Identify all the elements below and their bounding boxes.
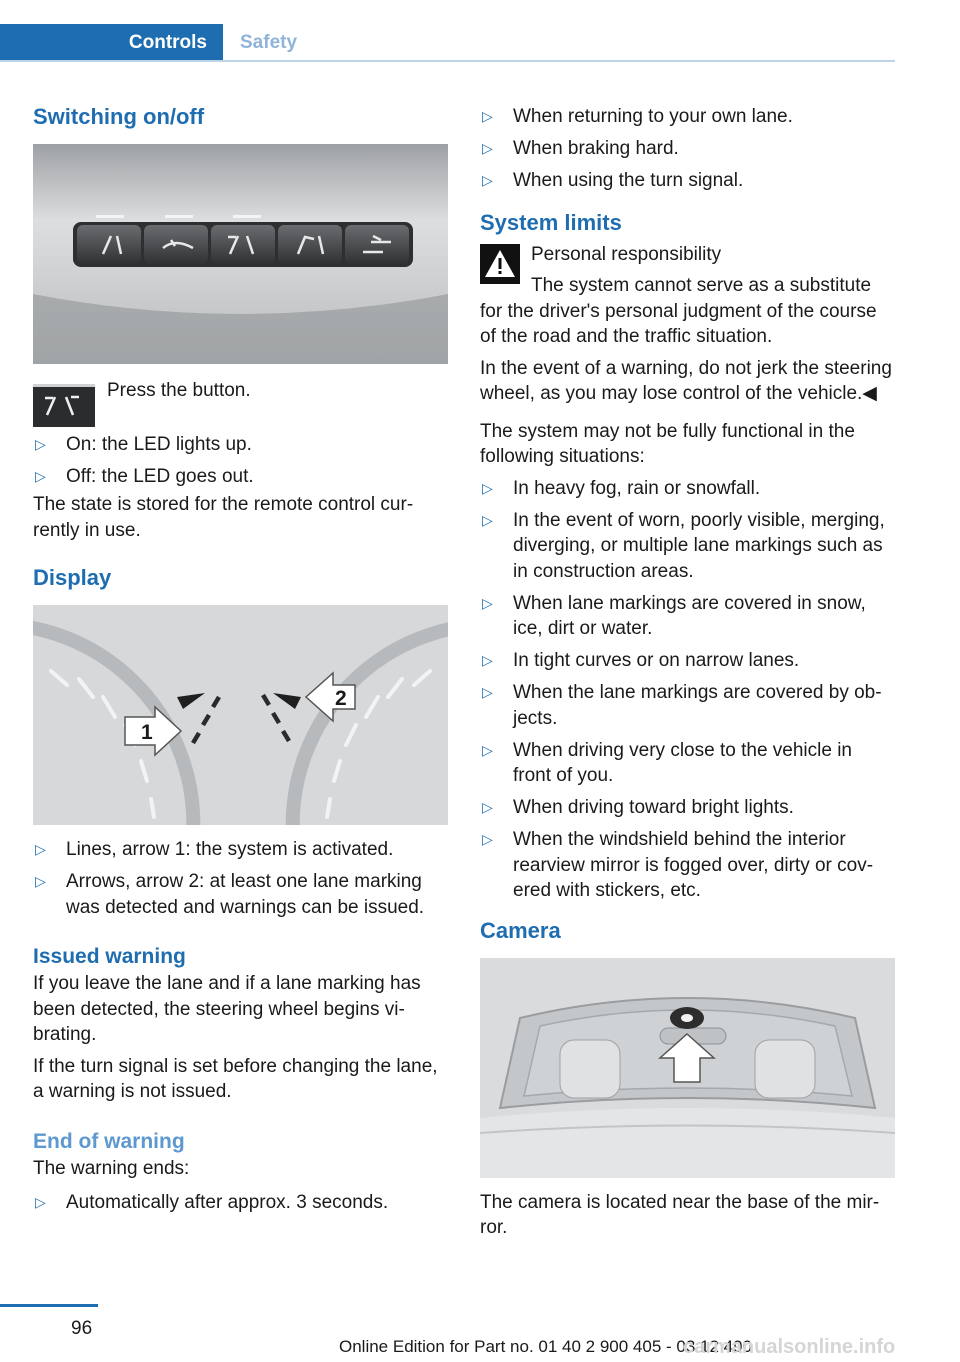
tab-controls[interactable]: Controls [0, 24, 223, 62]
end-list [33, 1190, 448, 1216]
left-column [33, 104, 448, 1222]
display-illustration [33, 605, 448, 825]
figure-display [33, 605, 448, 825]
callout-1: 1 [141, 721, 153, 744]
callout-2: 2 [335, 687, 347, 710]
list-item: ▷ In tight curves or on narrow lanes. [480, 648, 895, 674]
triangle-right-icon: ▷ [482, 140, 493, 156]
figure-button-panel [33, 144, 448, 364]
heading-display: Display [33, 565, 112, 590]
list-item: ▷ When returning to your own lane. [480, 104, 895, 130]
triangle-right-icon: ▷ [482, 799, 493, 815]
display-list [33, 837, 448, 920]
watermark: carmanualsonline.info [683, 1336, 896, 1358]
triangle-right-icon: ▷ [482, 172, 493, 188]
triangle-right-icon: ▷ [482, 594, 493, 611]
list-item: ▷ Lines, arrow 1: the system is activated. [33, 837, 448, 863]
list-item: ▷ When driving toward bright lights. [480, 795, 895, 821]
footer-divider [0, 1304, 98, 1307]
camera-illustration [480, 958, 895, 1178]
figure-camera [480, 958, 895, 1178]
camera-text: The camera is located near the base of the mir-ror. [480, 1191, 880, 1238]
list-item: ▷ When driving very close to the vehicle in front of you. [482, 739, 852, 786]
triangle-right-icon: ▷ [482, 108, 493, 124]
press-text: Press the button. [107, 380, 251, 401]
press-row [33, 380, 448, 426]
list-item: ▷ When the windshield behind the interior rearview mirror is fogged over, dirty or cov-ered with stickers, etc. [482, 829, 874, 901]
right-column [480, 104, 895, 1241]
warning-triangle-icon [480, 244, 520, 284]
header-tabs [0, 24, 895, 62]
issued-para-1: If you leave the lane and if a lane marking has been detected, the steering wheel begins vi-brating. [33, 973, 421, 1045]
end-list-continued [480, 104, 895, 194]
page-number: 96 [71, 1318, 93, 1339]
warning-rest: for the driver's personal judgment of the course of the road and the traffic situation. [480, 300, 877, 347]
limits-list [480, 476, 895, 904]
button-panel-illustration [33, 144, 448, 364]
triangle-right-icon: ▷ [482, 741, 493, 758]
triangle-right-icon: ▷ [35, 841, 46, 857]
triangle-right-icon: ▷ [482, 652, 493, 668]
list-item: ▷ In heavy fog, rain or snowfall. [480, 476, 895, 502]
triangle-right-icon: ▷ [482, 684, 493, 700]
list-item: ▷ Arrows, arrow 2: at least one lane marking was detected and warnings can be issued. [35, 871, 425, 918]
triangle-right-icon: ▷ [482, 831, 493, 847]
state-text: The state is stored for the remote control cur-rently in use. [33, 494, 414, 541]
warning-para-2: In the event of a warning, do not jerk the steering wheel, as you may lose control of the vehicle.◀ [480, 357, 892, 404]
issued-para-2: If the turn signal is set before changing the lane, a warning is not issued. [33, 1055, 438, 1102]
list-item: ▷ Automatically after approx. 3 seconds. [33, 1190, 448, 1216]
heading-end-of-warning: End of warning [33, 1129, 185, 1153]
limits-intro: The system may not be fully functional in the following situations: [480, 420, 855, 467]
lane-button-icon [33, 384, 95, 427]
list-item: ▷ When the lane markings are covered by ob-jects. [482, 682, 882, 729]
triangle-right-icon: ▷ [482, 479, 493, 496]
switch-list [33, 432, 448, 490]
triangle-right-icon: ▷ [35, 1194, 46, 1210]
list-item: ▷ In the event of worn, poorly visible, merging, diverging, or multiple lane markings such as in construction areas. [482, 509, 885, 582]
header-divider [0, 60, 895, 62]
end-para: The warning ends: [33, 1157, 190, 1179]
triangle-right-icon: ▷ [35, 436, 46, 452]
list-item: ▷ Off: the LED goes out. [33, 464, 448, 490]
warning-first-line: The system cannot serve as a substitute [531, 275, 872, 296]
list-item: ▷ On: the LED lights up. [33, 432, 448, 458]
heading-system-limits: System limits [480, 209, 622, 235]
heading-camera: Camera [480, 917, 561, 943]
heading-switching: Switching on/off [33, 104, 205, 129]
list-item: ▷ When using the turn signal. [480, 168, 895, 194]
tab-safety[interactable]: Safety [240, 32, 298, 53]
triangle-right-icon: ▷ [35, 468, 46, 484]
list-item: ▷ When braking hard. [480, 136, 895, 162]
triangle-right-icon: ▷ [482, 511, 493, 528]
warning-title: Personal responsibility [531, 243, 722, 265]
warning-block [480, 242, 895, 407]
list-item: ▷ When lane markings are covered in snow, ice, dirt or water. [482, 592, 866, 639]
edition-text: Online Edition for Part no. 01 40 2 900 405 - 03 12 490 [339, 1337, 753, 1356]
heading-issued-warning: Issued warning [33, 945, 186, 968]
triangle-right-icon: ▷ [35, 873, 46, 889]
